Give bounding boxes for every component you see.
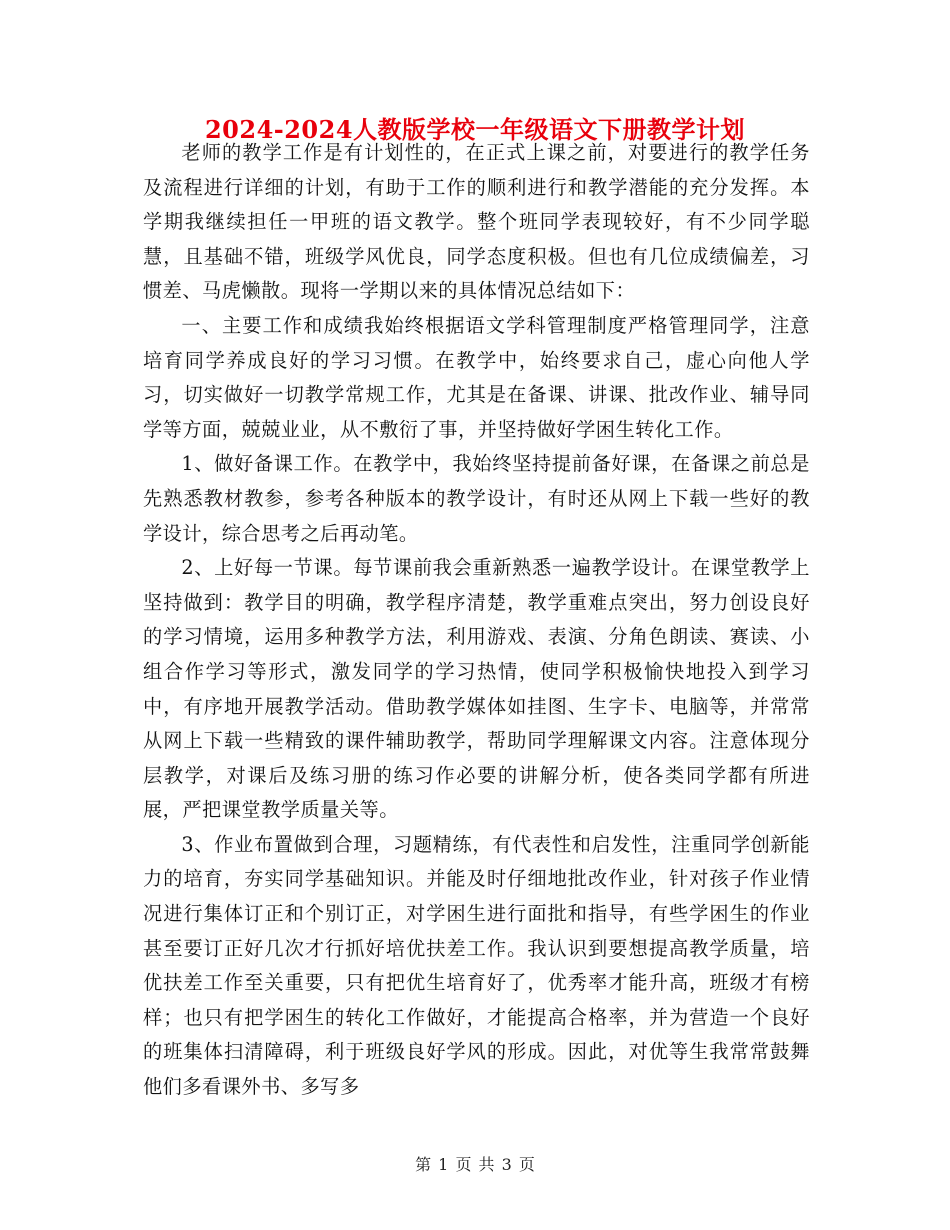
paragraph-lesson-prep: 1、做好备课工作。在教学中，我始终坚持提前备好课，在备课之前总是先熟悉教材教参，参考各种版本的教学设计，有时还从网上下载一些好的教学设计，综合思考之后再动笔。 xyxy=(143,452,810,545)
document-title: 2024-2024人教版学校一年级语文下册教学计划 xyxy=(204,115,746,144)
paragraph-teaching-class: 2、上好每一节课。每节课前我会重新熟悉一遍教学设计。在课堂教学上坚持做到：教学目的明确，教学程序清楚，教学重难点突出，努力创设良好的学习情境，运用多种教学方法，利用游戏、表演、分角色朗读、赛读、小组合作学习等形式，激发同学的学习热情，使同学积极愉快地投入到学习中，有序地开展教学活动。借助教学媒体如挂图、生字卡、电脑等，并常常从网上下载一些精致的课件辅助教学，帮助同学理解课文内容。注意体现分层教学，对课后及练习册的练习作必要的讲解分析，使各类同学都有所进展，严把课堂教学质量关等。 xyxy=(143,556,810,822)
document-body xyxy=(143,136,810,1105)
page-number-footer: 第 1 页 共 3 页 xyxy=(415,1155,535,1174)
paragraph-homework: 3、作业布置做到合理，习题精练，有代表性和启发性，注重同学创新能力的培育，夯实同学基础知识。并能及时仔细地批改作业，针对孩子作业情况进行集体订正和个别订正，对学困生进行面批和指导，有些学困生的作业甚至要订正好几次才行抓好培优扶差工作。我认识到要想提高教学质量，培优扶差工作至关重要，只有把优生培育好了，优秀率才能升高，班级才有榜样；也只有把学困生的转化工作做好，才能提高合格率，并为营造一个良好的班集体扫清障碍，利于班级良好学风的形成。因此，对优等生我常常鼓舞他们多看课外书、多写多 xyxy=(143,832,810,1099)
paragraph-intro: 老师的教学工作是有计划性的，在正式上课之前，对要进行的教学任务及流程进行详细的计划，有助于工作的顺利进行和教学潜能的充分发挥。本学期我继续担任一甲班的语文教学。整个班同学表现较好，有不少同学聪慧，且基础不错，班级学风优良，同学态度积极。但也有几位成绩偏差，习惯差、马虎懒散。现将一学期以来的具体情况总结如下： xyxy=(143,141,810,303)
paragraph-main-work: 一、主要工作和成绩我始终根据语文学科管理制度严格管理同学，注意培育同学养成良好的学习习惯。在教学中，始终要求自己，虚心向他人学习，切实做好一切教学常规工作，尤其是在备课、讲课、批改作业、辅导同学等方面，兢兢业业，从不敷衍了事，并坚持做好学困生转化工作。 xyxy=(143,313,810,441)
